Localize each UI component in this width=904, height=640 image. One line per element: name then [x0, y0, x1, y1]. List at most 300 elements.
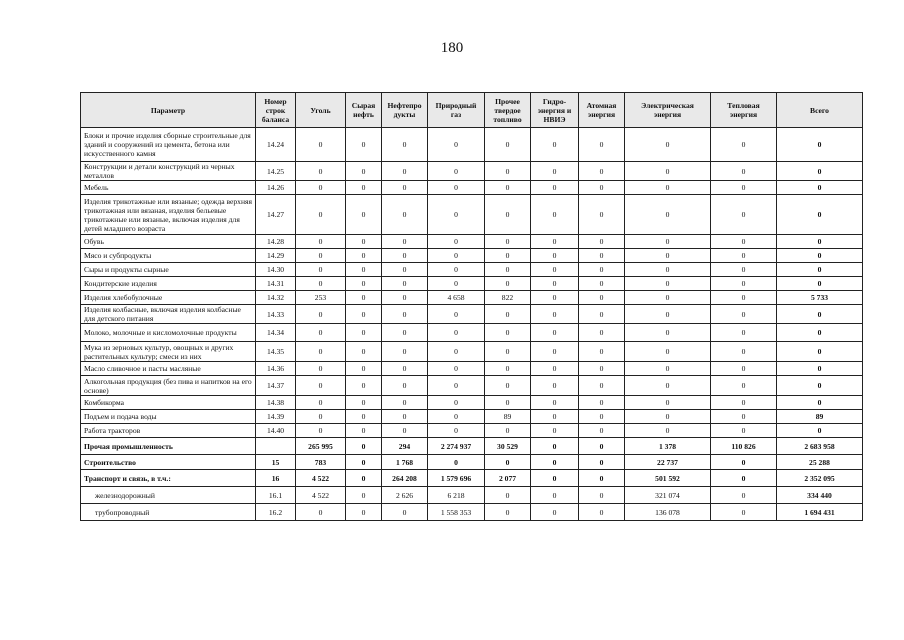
row-parameter: Алкогольная продукция (без пива и напитков на его основе) [81, 376, 256, 396]
row-parameter: трубопроводный [81, 504, 256, 521]
row-value: 0 [579, 291, 625, 305]
row-value: 0 [382, 410, 428, 424]
row-total: 0 [777, 424, 863, 438]
row-value: 0 [485, 324, 531, 342]
row-total: 0 [777, 162, 863, 181]
row-parameter: Обувь [81, 235, 256, 249]
row-value: 0 [296, 162, 346, 181]
row-line-number: 14.25 [256, 162, 296, 181]
row-value: 0 [346, 235, 382, 249]
header-row [81, 93, 863, 128]
row-value: 0 [296, 181, 346, 195]
row-value: 0 [531, 263, 579, 277]
table-row [81, 162, 863, 181]
row-value: 0 [346, 410, 382, 424]
row-parameter: Подъем и подача воды [81, 410, 256, 424]
row-value: 0 [711, 291, 777, 305]
row-total: 0 [777, 181, 863, 195]
row-value: 4 522 [296, 470, 346, 487]
row-value: 0 [428, 235, 485, 249]
row-value: 0 [296, 342, 346, 362]
row-value: 0 [428, 277, 485, 291]
row-value: 0 [625, 410, 711, 424]
row-parameter: Работа тракторов [81, 424, 256, 438]
row-line-number: 14.27 [256, 195, 296, 235]
row-value: 0 [531, 305, 579, 324]
row-value: 321 074 [625, 487, 711, 504]
row-value: 0 [579, 410, 625, 424]
row-value: 0 [296, 362, 346, 376]
row-value: 0 [579, 162, 625, 181]
row-value: 0 [625, 324, 711, 342]
row-value: 0 [428, 455, 485, 470]
table-row [81, 396, 863, 410]
row-value: 0 [625, 342, 711, 362]
row-line-number: 14.39 [256, 410, 296, 424]
row-value: 0 [485, 342, 531, 362]
row-line-number: 16 [256, 470, 296, 487]
row-value: 0 [579, 424, 625, 438]
row-value: 0 [485, 128, 531, 162]
row-value: 4 522 [296, 487, 346, 504]
row-line-number: 14.29 [256, 249, 296, 263]
row-value: 0 [296, 263, 346, 277]
row-parameter: Изделия колбасные, включая изделия колбасные для детского питания [81, 305, 256, 324]
row-value: 0 [711, 249, 777, 263]
row-value: 783 [296, 455, 346, 470]
row-value: 0 [382, 162, 428, 181]
row-value: 0 [625, 195, 711, 235]
row-value: 0 [625, 424, 711, 438]
row-value: 0 [485, 277, 531, 291]
row-line-number: 14.24 [256, 128, 296, 162]
row-line-number: 14.36 [256, 362, 296, 376]
row-value: 0 [579, 195, 625, 235]
row-line-number: 14.34 [256, 324, 296, 342]
row-total: 2 352 095 [777, 470, 863, 487]
row-value: 0 [346, 277, 382, 291]
row-value: 822 [485, 291, 531, 305]
row-value: 0 [346, 487, 382, 504]
row-value: 0 [579, 277, 625, 291]
row-value: 0 [531, 235, 579, 249]
row-value: 0 [711, 305, 777, 324]
row-total: 0 [777, 235, 863, 249]
row-value: 0 [485, 195, 531, 235]
row-value: 1 768 [382, 455, 428, 470]
energy-balance-table [80, 92, 863, 521]
row-value: 0 [428, 128, 485, 162]
row-total: 5 733 [777, 291, 863, 305]
row-value: 0 [531, 128, 579, 162]
row-value: 0 [579, 487, 625, 504]
column-header: Параметр [81, 93, 256, 128]
row-value: 0 [711, 128, 777, 162]
row-line-number: 14.40 [256, 424, 296, 438]
row-value: 0 [382, 235, 428, 249]
table-row [81, 424, 863, 438]
row-value: 0 [346, 128, 382, 162]
row-value: 0 [625, 162, 711, 181]
row-value: 0 [346, 424, 382, 438]
row-value: 0 [531, 249, 579, 263]
row-line-number: 14.26 [256, 181, 296, 195]
row-value: 0 [382, 424, 428, 438]
table-row [81, 277, 863, 291]
column-header: Всего [777, 93, 863, 128]
row-value: 1 558 353 [428, 504, 485, 521]
row-value: 0 [625, 291, 711, 305]
row-value: 0 [428, 362, 485, 376]
column-header: Тепловая энергия [711, 93, 777, 128]
row-total: 0 [777, 277, 863, 291]
row-value: 0 [579, 128, 625, 162]
row-total: 0 [777, 195, 863, 235]
row-value: 0 [296, 249, 346, 263]
row-value: 0 [531, 277, 579, 291]
row-parameter: Кондитерские изделия [81, 277, 256, 291]
row-value: 0 [485, 455, 531, 470]
row-parameter: Мебель [81, 181, 256, 195]
row-total: 2 683 958 [777, 438, 863, 455]
row-value: 0 [531, 195, 579, 235]
table-row [81, 487, 863, 504]
row-total: 0 [777, 305, 863, 324]
row-total: 0 [777, 249, 863, 263]
row-value: 0 [346, 324, 382, 342]
row-value: 0 [296, 396, 346, 410]
row-value: 0 [625, 249, 711, 263]
row-value: 0 [382, 504, 428, 521]
row-value: 0 [428, 342, 485, 362]
row-value: 0 [382, 376, 428, 396]
row-value: 2 274 937 [428, 438, 485, 455]
row-value: 0 [382, 324, 428, 342]
row-value: 0 [346, 181, 382, 195]
table-row [81, 376, 863, 396]
row-value: 0 [711, 487, 777, 504]
row-value: 0 [428, 424, 485, 438]
column-header: Гидро-энергия и НВИЭ [531, 93, 579, 128]
row-parameter: Блоки и прочие изделия сборные строительные для зданий и сооружений из цемента, бетона или искусственного камня [81, 128, 256, 162]
row-value: 0 [485, 235, 531, 249]
row-value: 0 [711, 455, 777, 470]
row-value: 0 [625, 128, 711, 162]
table-row [81, 305, 863, 324]
row-value: 0 [711, 470, 777, 487]
row-value: 0 [382, 305, 428, 324]
row-value: 0 [485, 162, 531, 181]
row-value: 0 [296, 305, 346, 324]
row-value: 0 [346, 438, 382, 455]
row-value: 6 218 [428, 487, 485, 504]
row-parameter: Мясо и субпродукты [81, 249, 256, 263]
table-row [81, 410, 863, 424]
table-row [81, 438, 863, 455]
row-value: 0 [485, 424, 531, 438]
row-value: 0 [625, 277, 711, 291]
row-line-number: 16.1 [256, 487, 296, 504]
row-line-number: 14.31 [256, 277, 296, 291]
row-total: 1 694 431 [777, 504, 863, 521]
column-header: Сырая нефть [346, 93, 382, 128]
row-value: 0 [531, 396, 579, 410]
row-value: 0 [428, 324, 485, 342]
row-value: 0 [485, 249, 531, 263]
row-parameter: Молоко, молочные и кисломолочные продукты [81, 324, 256, 342]
row-value: 0 [531, 342, 579, 362]
column-header: Атомная энергия [579, 93, 625, 128]
row-value: 0 [579, 305, 625, 324]
row-value: 0 [296, 235, 346, 249]
row-value: 0 [296, 195, 346, 235]
row-value: 0 [485, 487, 531, 504]
row-value: 0 [346, 342, 382, 362]
row-value: 0 [625, 362, 711, 376]
row-value: 0 [625, 305, 711, 324]
row-value: 0 [382, 396, 428, 410]
row-value: 0 [579, 181, 625, 195]
row-value: 0 [711, 162, 777, 181]
table-row [81, 504, 863, 521]
column-header: Номер строк баланса [256, 93, 296, 128]
row-value: 0 [711, 410, 777, 424]
row-value: 0 [296, 504, 346, 521]
row-value: 0 [711, 396, 777, 410]
row-value: 0 [428, 410, 485, 424]
row-line-number: 14.32 [256, 291, 296, 305]
row-value: 0 [711, 362, 777, 376]
row-value: 0 [428, 263, 485, 277]
row-value: 2 626 [382, 487, 428, 504]
row-line-number: 14.35 [256, 342, 296, 362]
row-value: 0 [428, 249, 485, 263]
row-value: 0 [579, 263, 625, 277]
row-value: 22 737 [625, 455, 711, 470]
row-value: 0 [485, 362, 531, 376]
row-value: 0 [711, 235, 777, 249]
row-total: 89 [777, 410, 863, 424]
row-total: 0 [777, 342, 863, 362]
row-value: 0 [625, 181, 711, 195]
row-value: 0 [531, 324, 579, 342]
row-parameter: Изделия трикотажные или вязаные; одежда верхняя трикотажная или вязаная, изделия бельевые трикотажные или вязаные, включая изделия для детей младшего возраста [81, 195, 256, 235]
column-header: Нефтепро дукты [382, 93, 428, 128]
column-header: Природный газ [428, 93, 485, 128]
row-line-number: 16.2 [256, 504, 296, 521]
row-value: 0 [296, 128, 346, 162]
column-header: Уголь [296, 93, 346, 128]
row-value: 0 [531, 181, 579, 195]
row-parameter: Конструкции и детали конструкций из черных металлов [81, 162, 256, 181]
row-value: 0 [346, 396, 382, 410]
row-value: 1 378 [625, 438, 711, 455]
row-value: 265 995 [296, 438, 346, 455]
row-value: 0 [625, 376, 711, 396]
table-row [81, 455, 863, 470]
table-row [81, 362, 863, 376]
column-header: Электрическая энергия [625, 93, 711, 128]
row-total: 0 [777, 396, 863, 410]
row-value: 0 [579, 438, 625, 455]
row-total: 0 [777, 362, 863, 376]
row-value: 0 [346, 263, 382, 277]
row-value: 0 [531, 487, 579, 504]
row-value: 0 [531, 362, 579, 376]
table-row [81, 235, 863, 249]
row-value: 0 [711, 263, 777, 277]
row-parameter: Комбикорма [81, 396, 256, 410]
row-value: 0 [428, 305, 485, 324]
row-value: 0 [428, 376, 485, 396]
row-value: 89 [485, 410, 531, 424]
row-value: 0 [382, 195, 428, 235]
row-value: 0 [428, 396, 485, 410]
row-value: 1 579 696 [428, 470, 485, 487]
row-value: 0 [531, 162, 579, 181]
row-value: 0 [382, 342, 428, 362]
column-header: Прочее твердое топливо [485, 93, 531, 128]
row-value: 0 [711, 324, 777, 342]
row-value: 0 [711, 277, 777, 291]
row-value: 0 [711, 376, 777, 396]
row-value: 0 [346, 291, 382, 305]
row-value: 0 [579, 396, 625, 410]
row-parameter: Масло сливочное и пасты масляные [81, 362, 256, 376]
row-value: 0 [296, 410, 346, 424]
row-value: 0 [428, 162, 485, 181]
row-value: 0 [711, 424, 777, 438]
row-value: 0 [531, 470, 579, 487]
row-parameter: Прочая промышленность [81, 438, 256, 455]
row-total: 25 288 [777, 455, 863, 470]
row-value: 0 [382, 181, 428, 195]
row-value: 0 [711, 504, 777, 521]
row-value: 30 529 [485, 438, 531, 455]
row-value: 0 [579, 342, 625, 362]
row-value: 0 [382, 128, 428, 162]
row-value: 0 [579, 249, 625, 263]
table-row [81, 324, 863, 342]
row-value: 253 [296, 291, 346, 305]
row-value: 0 [346, 249, 382, 263]
row-line-number: 14.28 [256, 235, 296, 249]
row-value: 0 [428, 195, 485, 235]
row-value: 0 [382, 291, 428, 305]
row-value: 264 208 [382, 470, 428, 487]
row-value: 4 658 [428, 291, 485, 305]
row-value: 0 [531, 455, 579, 470]
row-value: 0 [485, 504, 531, 521]
row-value: 0 [485, 396, 531, 410]
row-value: 0 [346, 376, 382, 396]
row-value: 0 [579, 362, 625, 376]
row-value: 0 [531, 291, 579, 305]
row-value: 0 [531, 504, 579, 521]
row-line-number: 14.38 [256, 396, 296, 410]
row-value: 0 [711, 195, 777, 235]
row-line-number: 15 [256, 455, 296, 470]
row-value: 0 [625, 396, 711, 410]
row-value: 0 [711, 181, 777, 195]
row-value: 0 [346, 305, 382, 324]
row-value: 0 [382, 277, 428, 291]
table-row [81, 195, 863, 235]
row-value: 0 [346, 195, 382, 235]
row-value: 2 077 [485, 470, 531, 487]
row-value: 0 [346, 362, 382, 376]
row-value: 0 [485, 263, 531, 277]
table-row [81, 263, 863, 277]
row-value: 0 [382, 249, 428, 263]
row-line-number: 14.30 [256, 263, 296, 277]
page-number: 180 [440, 40, 464, 56]
row-value: 501 592 [625, 470, 711, 487]
table-row [81, 128, 863, 162]
table-row [81, 249, 863, 263]
row-value: 0 [711, 342, 777, 362]
row-value: 0 [579, 504, 625, 521]
row-value: 0 [296, 424, 346, 438]
row-parameter: Транспорт и связь, в т.ч.: [81, 470, 256, 487]
row-value: 0 [346, 504, 382, 521]
row-value: 0 [531, 376, 579, 396]
row-value: 0 [346, 455, 382, 470]
row-parameter: Изделия хлебобулочные [81, 291, 256, 305]
row-value: 0 [579, 455, 625, 470]
row-parameter: железнодорожный [81, 487, 256, 504]
row-parameter: Строительство [81, 455, 256, 470]
row-value: 0 [296, 324, 346, 342]
row-total: 334 440 [777, 487, 863, 504]
row-value: 0 [485, 181, 531, 195]
row-value: 0 [625, 263, 711, 277]
row-value: 136 078 [625, 504, 711, 521]
row-total: 0 [777, 324, 863, 342]
row-value: 0 [531, 410, 579, 424]
row-total: 0 [777, 263, 863, 277]
row-total: 0 [777, 376, 863, 396]
row-value: 0 [346, 162, 382, 181]
row-value: 0 [382, 263, 428, 277]
row-total: 0 [777, 128, 863, 162]
row-value: 0 [296, 277, 346, 291]
row-value: 110 826 [711, 438, 777, 455]
row-value: 0 [346, 470, 382, 487]
row-parameter: Сыры и продукты сырные [81, 263, 256, 277]
row-value: 0 [382, 362, 428, 376]
row-value: 0 [531, 438, 579, 455]
row-value: 0 [579, 235, 625, 249]
row-value: 0 [625, 235, 711, 249]
row-value: 294 [382, 438, 428, 455]
row-line-number [256, 438, 296, 455]
table-row [81, 291, 863, 305]
table-row [81, 342, 863, 362]
row-line-number: 14.33 [256, 305, 296, 324]
row-value: 0 [296, 376, 346, 396]
table-row [81, 181, 863, 195]
row-value: 0 [485, 305, 531, 324]
row-value: 0 [531, 424, 579, 438]
row-value: 0 [579, 324, 625, 342]
row-value: 0 [485, 376, 531, 396]
row-value: 0 [579, 376, 625, 396]
table-row [81, 470, 863, 487]
row-value: 0 [579, 470, 625, 487]
row-parameter: Мука из зерновых культур, овощных и других растительных культур; смеси из них [81, 342, 256, 362]
row-value: 0 [428, 181, 485, 195]
